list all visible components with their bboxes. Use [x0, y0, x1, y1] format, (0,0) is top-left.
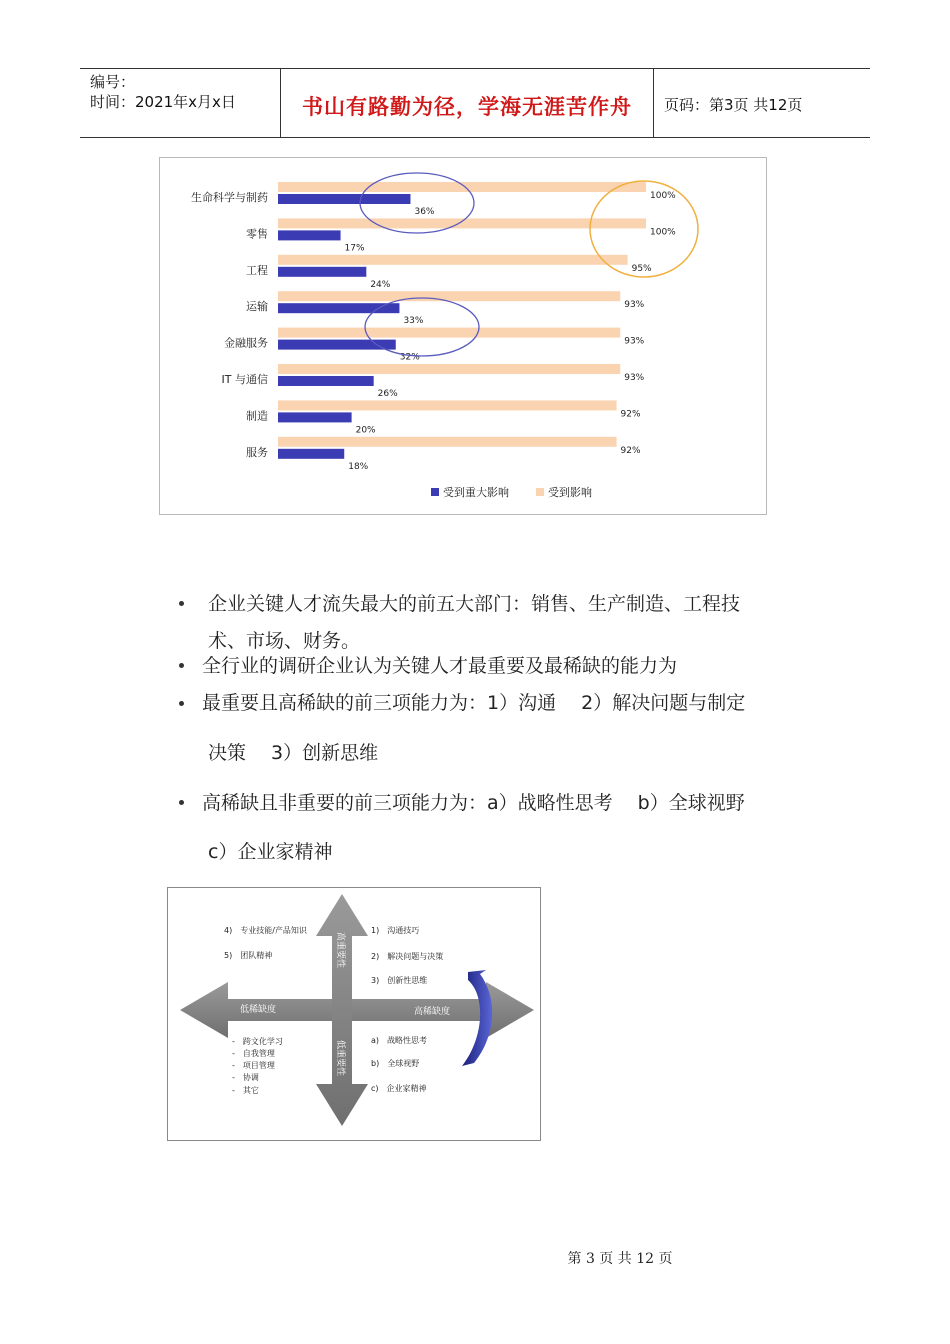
bar-affected: [278, 400, 617, 410]
bullet-dot: [179, 663, 184, 668]
page-number-label: 页码：第3页 共12页: [664, 96, 803, 114]
axis-low-importance: 低重要性: [335, 1040, 345, 1077]
bar-affected: [278, 437, 617, 447]
page-footer: 第 3 页 共 12 页: [567, 1251, 673, 1267]
page-header: [80, 68, 870, 138]
quadrant-item: 3) 创新性思维: [371, 976, 428, 985]
quadrant-item: b) 全球视野: [371, 1059, 420, 1068]
bar-significant: [278, 412, 352, 422]
highlight-ellipse: [365, 298, 479, 356]
bar-significant: [278, 230, 341, 240]
bar-affected-label: 100%: [650, 227, 676, 238]
bullet-1-line-1: 企业关键人才流失最大的前五大部门：销售、生产制造、工程技: [208, 593, 741, 615]
bar-significant: [278, 376, 374, 386]
category-label: 运输: [246, 300, 268, 314]
quadrant-item: c) 企业家精神: [371, 1084, 427, 1093]
bar-affected-label: 100%: [650, 191, 676, 201]
category-label: 工程: [246, 263, 268, 277]
bullet-4-line-2: c）企业家精神: [208, 841, 333, 863]
bullet-dot: [179, 701, 184, 706]
legend-swatch-significant: [431, 488, 439, 496]
bar-significant: [278, 194, 410, 204]
bar-affected-label: 93%: [624, 336, 645, 347]
category-label: 金融服务: [224, 336, 268, 350]
quadrant-item: - 其它: [232, 1086, 259, 1095]
bar-affected: [278, 328, 620, 338]
bullet-4-line-1: 高稀缺且非重要的前三项能力为：a）战略性思考 b）全球视野: [202, 792, 745, 814]
bar-significant: [278, 267, 366, 277]
header-page-cell: [654, 69, 870, 137]
bullet-dot: [179, 601, 184, 606]
axis-high-importance: 高重要性: [335, 932, 345, 969]
bar-significant-label: 32%: [399, 352, 420, 363]
bar-significant: [278, 340, 396, 350]
quadrant-item: 2) 解决问题与决策: [371, 952, 444, 961]
quadrant-item: - 项目管理: [232, 1061, 275, 1070]
bar-affected-label: 95%: [631, 263, 652, 274]
bar-affected-label: 92%: [620, 445, 641, 456]
impact-bar-chart-svg: [160, 158, 766, 514]
bar-affected: [278, 255, 628, 265]
category-label: 零售: [246, 227, 268, 241]
bar-significant: [278, 449, 344, 459]
serial-label: 编号：: [90, 73, 136, 91]
bar-affected-label: 93%: [624, 373, 645, 383]
highlight-ellipse: [590, 181, 698, 277]
impact-bar-chart: [159, 157, 767, 515]
axis-low-scarcity: 低稀缺度: [240, 1005, 277, 1015]
header-meta-cell: [80, 69, 281, 137]
quadrant-item: - 跨文化学习: [232, 1037, 283, 1046]
bullet-dot: [179, 800, 184, 805]
quadrant-item: 4) 专业技能/产品知识: [224, 926, 307, 935]
bar-affected: [278, 364, 620, 374]
bar-significant-label: 18%: [348, 461, 369, 472]
bar-affected: [278, 291, 620, 301]
capability-quadrant-diagram: [167, 887, 541, 1141]
quadrant-item: - 自我管理: [232, 1049, 275, 1058]
bullet-3-line-1: 最重要且高稀缺的前三项能力为：1）沟通 2）解决问题与制定: [202, 692, 746, 714]
bar-significant-label: 20%: [355, 425, 376, 436]
bar-affected-label: 92%: [620, 409, 641, 420]
bar-significant: [278, 303, 399, 313]
quadrant-item: - 协调: [232, 1073, 259, 1082]
legend-label-affected: 受到影响: [548, 486, 592, 499]
bar-significant-label: 17%: [344, 243, 365, 254]
bar-significant-label: 26%: [377, 389, 398, 399]
bullet-3-line-2: 决策 3）创新思维: [208, 742, 379, 764]
motto: 书山有路勤为径，学海无涯苦作舟: [302, 95, 632, 119]
quadrant-item: 5) 团队精神: [224, 951, 273, 960]
quadrant-svg: [168, 888, 540, 1140]
axis-high-scarcity: 高稀缺度: [414, 1007, 451, 1017]
quadrant-item: 1) 沟通技巧: [371, 926, 420, 935]
bar-significant-label: 33%: [403, 316, 424, 327]
bar-significant-label: 24%: [370, 279, 391, 290]
bullet-1-line-2: 术、市场、财务。: [208, 630, 361, 652]
time-label: 时间：2021年x月x日: [90, 93, 236, 111]
bullet-2-line-1: 全行业的调研企业认为关键人才最重要及最稀缺的能力为: [202, 655, 678, 677]
bar-affected-label: 93%: [624, 300, 645, 311]
category-label: 服务: [246, 445, 268, 459]
quadrant-item: a) 战略性思考: [371, 1036, 428, 1045]
category-label: IT 与通信: [221, 373, 268, 386]
bar-affected: [278, 182, 646, 192]
legend-label-significant: 受到重大影响: [443, 486, 509, 499]
legend-swatch-affected: [536, 488, 544, 496]
category-label: 制造: [246, 409, 268, 423]
bar-significant-label: 36%: [414, 207, 435, 217]
header-motto-cell: [281, 69, 654, 137]
category-label: 生命科学与制药: [191, 191, 268, 204]
